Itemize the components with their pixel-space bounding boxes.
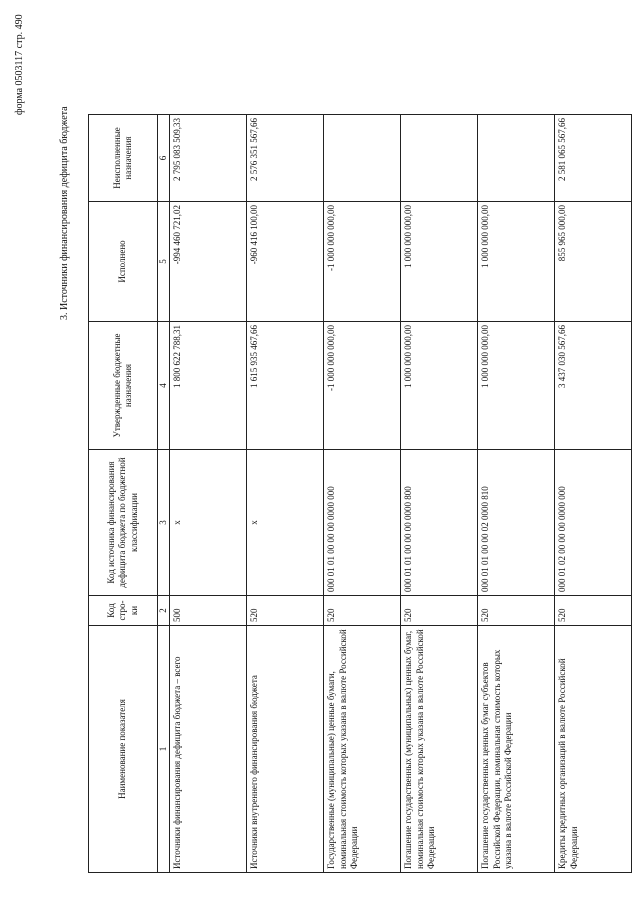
row-code: x — [170, 450, 247, 596]
row-line: 500 — [170, 596, 247, 626]
sources-table — [88, 114, 632, 873]
row-code: x — [247, 450, 324, 596]
row-unexecuted: 2 576 351 567,66 — [247, 115, 324, 202]
row-approved: 1 615 935 467,66 — [247, 322, 324, 450]
row-line: 520 — [478, 596, 555, 626]
row-approved: 1 000 000 000,00 — [401, 322, 478, 450]
row-executed: 855 965 000,00 — [555, 202, 632, 322]
row-unexecuted — [478, 115, 555, 202]
row-code: 000 01 02 00 00 00 0000 000 — [555, 450, 632, 596]
table-row — [170, 115, 247, 873]
section-title: 3. Источники финансирования дефицита бюджета — [59, 106, 70, 320]
row-name: Погашение государственных ценных бумаг субъектов Российской Федерации, номинальная стоимость которых указана в валюте Российской Федерации — [478, 626, 555, 873]
header-row — [89, 115, 158, 873]
table-row — [324, 115, 401, 873]
row-name: Источники финансирования дефицита бюджета – всего — [170, 626, 247, 873]
header-name: Наименование показателя — [89, 626, 158, 873]
row-unexecuted: 2 581 065 567,66 — [555, 115, 632, 202]
column-number: 2 — [158, 596, 170, 626]
table-row — [401, 115, 478, 873]
column-number: 1 — [158, 626, 170, 873]
row-code: 000 01 01 00 00 00 0000 800 — [401, 450, 478, 596]
row-line: 520 — [401, 596, 478, 626]
row-name: Кредиты кредитных организаций в валюте Российской Федерации — [555, 626, 632, 873]
row-line: 520 — [555, 596, 632, 626]
row-unexecuted: 2 795 083 509,33 — [170, 115, 247, 202]
row-approved: -1 000 000 000,00 — [324, 322, 401, 450]
row-approved: 1 000 000 000,00 — [478, 322, 555, 450]
table-row — [478, 115, 555, 873]
row-executed: 1 000 000 000,00 — [478, 202, 555, 322]
row-executed: 1 000 000 000,00 — [401, 202, 478, 322]
column-number: 6 — [158, 115, 170, 202]
row-executed: -960 416 100,00 — [247, 202, 324, 322]
form-code: форма 0503117 стр. 490 — [14, 14, 25, 115]
row-executed: -994 460 721,02 — [170, 202, 247, 322]
row-executed: -1 000 000 000,00 — [324, 202, 401, 322]
row-name: Государственные (муниципальные) ценные бумаги, номинальная стоимость которых указана в валюте Российской Федерации — [324, 626, 401, 873]
row-code: 000 01 01 00 00 02 0000 810 — [478, 450, 555, 596]
table-row — [247, 115, 324, 873]
header-unexecuted: Неисполненные назначения — [89, 115, 158, 202]
header-line: Код стро-ки — [89, 596, 158, 626]
row-unexecuted — [401, 115, 478, 202]
row-name: Погашение государственных (муниципальных) ценных бумаг, номинальная стоимость которых указана в валюте Российской Федерации — [401, 626, 478, 873]
column-number: 5 — [158, 202, 170, 322]
row-name: Источники внутреннего финансирования бюджета — [247, 626, 324, 873]
row-line: 520 — [324, 596, 401, 626]
row-code: 000 01 01 00 00 00 0000 000 — [324, 450, 401, 596]
row-line: 520 — [247, 596, 324, 626]
table-row — [555, 115, 632, 873]
column-number: 4 — [158, 322, 170, 450]
row-approved: 1 800 622 788,31 — [170, 322, 247, 450]
row-unexecuted — [324, 115, 401, 202]
header-code: Код источника финансирования дефицита бюджета по бюджетной классификации — [89, 450, 158, 596]
row-approved: 3 437 030 567,66 — [555, 322, 632, 450]
column-number-row — [158, 115, 170, 873]
header-approved: Утвержденные бюджетные назначения — [89, 322, 158, 450]
header-executed: Исполнено — [89, 202, 158, 322]
column-number: 3 — [158, 450, 170, 596]
